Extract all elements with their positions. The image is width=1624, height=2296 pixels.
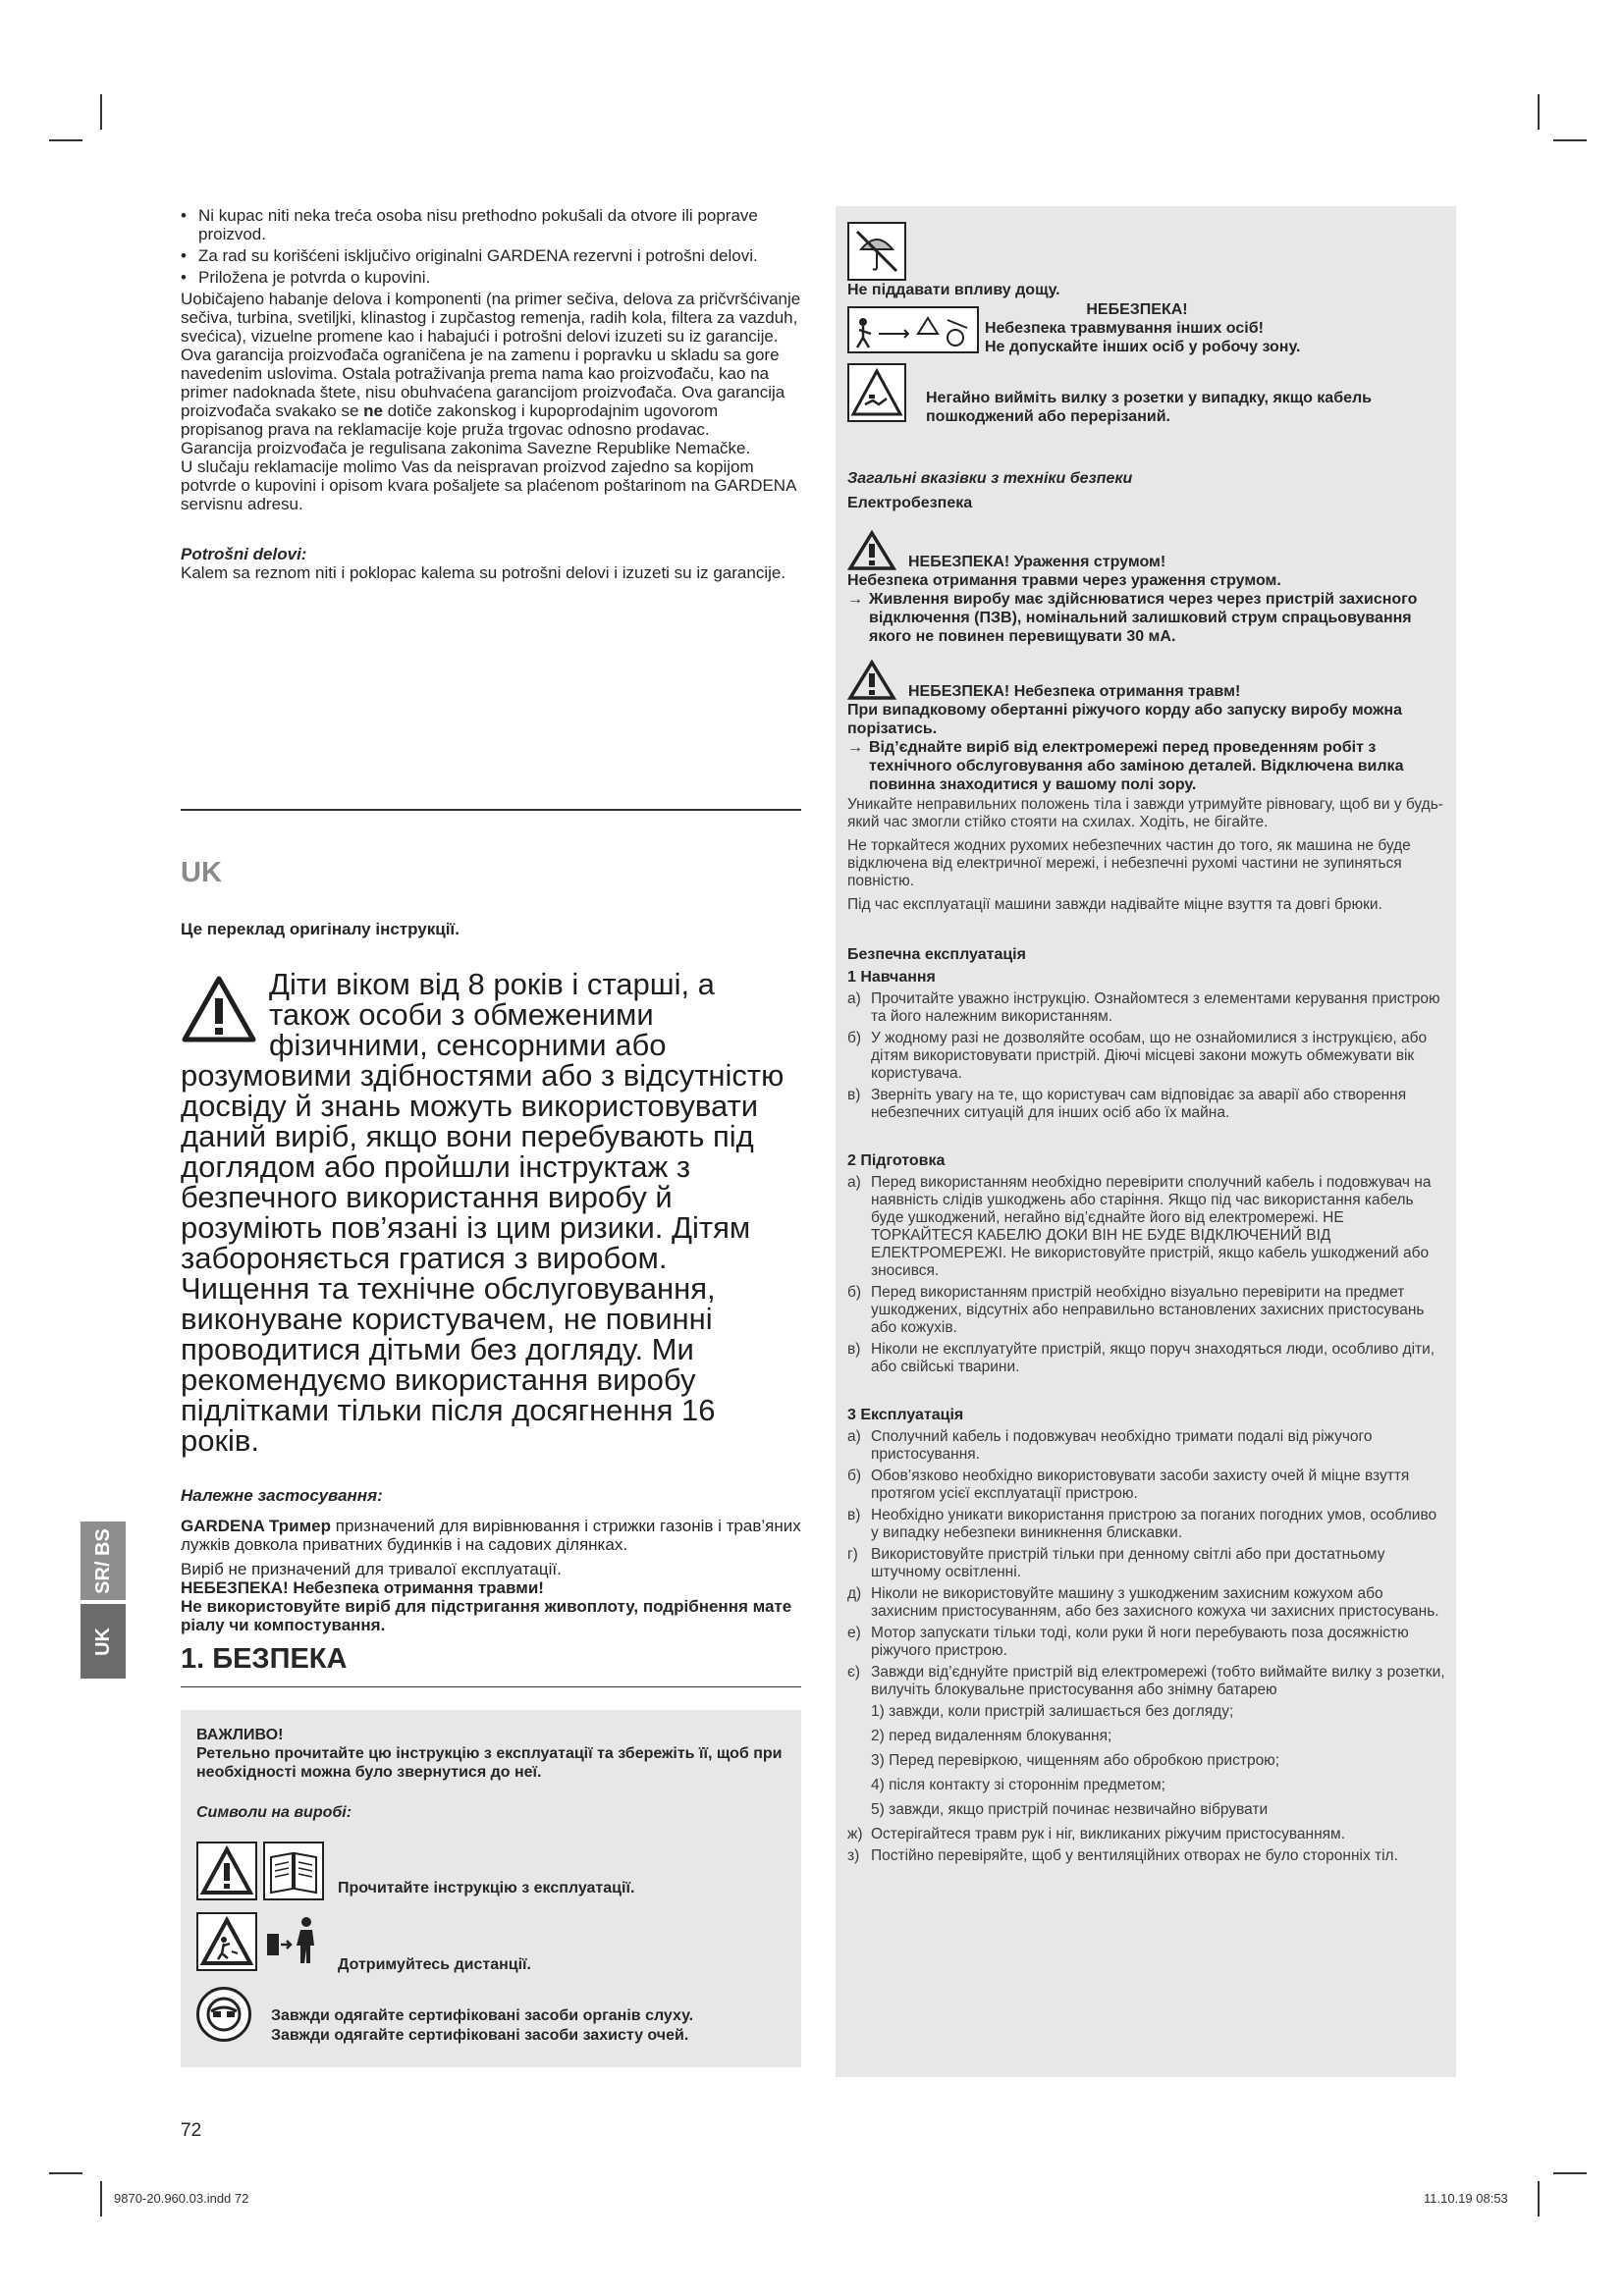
- list-item-key: б): [847, 1284, 862, 1301]
- proper-use-title: Належне застосування:: [181, 1486, 383, 1505]
- warning-icon: [181, 975, 257, 1043]
- rain-symbol: [847, 222, 906, 281]
- tab-uk[interactable]: UK: [81, 1604, 126, 1679]
- list-item-key: г): [847, 1546, 858, 1563]
- important-label: ВАЖЛИВО!: [196, 1727, 284, 1743]
- manual-symbol: [263, 1842, 324, 1900]
- symbol-text: Завжди одягайте сертифіковані засоби органів слуху.: [271, 2007, 694, 2024]
- list-item-text: Зверніть увагу на те, що користувач сам відповідає за аварії або створення небезпечних ситуацій для інших осіб або їх майна.: [871, 1087, 1407, 1121]
- operation-list-tail: [847, 1826, 1446, 1865]
- list-item-text: Використовуйте пристрій тільки при денному світлі або при достатньому штучному освітленні.: [871, 1546, 1385, 1580]
- operation-list: [847, 1428, 1446, 1699]
- list-item: [847, 1507, 1446, 1542]
- crop-mark: [1553, 139, 1587, 141]
- warranty-paragraph: Ova garancija proizvođača ograničena je na zamenu i popravku u skladu sa gore navedenim uslovima. Ostala potraživanja prema nama kao proizvođaču, kao na primer nadoknada štete, nisu obuhvaćena garancijom proizvođača. Ova garancija proizvođača svakako se ne dotiče zakonskog i kupoprodajnim ugovorom propisanog prava na reklamacije koje pruža trgovac odnosno prodavac.: [181, 346, 785, 439]
- list-item-text: Мотор запускати тільки тоді, коли руки й ноги перебувають поза досяжністю ріжучого пристрою.: [871, 1625, 1409, 1659]
- list-item: [847, 1468, 1446, 1503]
- important-box: [181, 1710, 801, 2067]
- crop-mark: [1538, 2181, 1540, 2216]
- list-item-text: Сполучний кабель і подовжувач необхідно тримати подалі від ріжучого пристосування.: [871, 1428, 1373, 1463]
- danger-line: НЕБЕЗПЕКА! Небезпека отримання травми!: [181, 1578, 544, 1597]
- danger-others-text: Не допускайте інших осіб у робочу зону.: [985, 339, 1301, 355]
- footer-file: 9870-20.960.03.indd 72: [114, 2191, 249, 2206]
- no-rain-icon: [849, 224, 904, 279]
- injury-sub: При випадковому обертанні ріжучого корду або запуску виробу можна порізатись.: [847, 702, 1402, 737]
- section-title: 1. БЕЗПЕКА: [181, 1643, 348, 1675]
- list-item-key: ж): [847, 1826, 863, 1842]
- list-item: [847, 990, 1446, 1026]
- bystander-icon: [849, 308, 977, 351]
- page-number: 72: [181, 2120, 202, 2141]
- safety-box: [836, 206, 1456, 2077]
- subsection-title: 2 Підготовка: [847, 1152, 946, 1169]
- list-item-key: в): [847, 1341, 861, 1358]
- list-item-text: Завжди від’єднуйте пристрій від електромережі (тобто виймайте вилку з розетки, вилучіть блокувальне пристосування або знімну батарею: [871, 1664, 1445, 1698]
- left-column: [181, 206, 801, 582]
- claim-paragraph: U slučaju reklamacije molimo Vas da neispravan proizvod zajedno sa kopijom potvrde o kupovini i opisom kvara pošaljete sa plaćenom poštarinom na GARDENA servisnu adresu.: [181, 457, 796, 513]
- body-paragraph: Під час експлуатації машини завжди надівайте міцне взуття та довгі брюки.: [847, 896, 1382, 913]
- hazard-icon: [198, 1914, 255, 1969]
- list-item-key: з): [847, 1847, 860, 1864]
- bullet-item: • Za rad su korišćeni isključivo originalni GARDENA rezervni i potrošni delovi.: [181, 246, 801, 265]
- body-paragraph: Уникайте неправильних положень тіла і завжди утримуйте рівновагу, щоб ви у будь-який час змогли стійко стояти на схилах. Ходіть, не бігайте.: [847, 796, 1443, 830]
- keep-distance-symbol: [847, 306, 979, 353]
- list-item-text: Остерігайтеся травм рук і ніг, викликаних ріжучим пристосуванням.: [871, 1826, 1346, 1842]
- symbol-text: Дотримуйтесь дистанції.: [338, 1956, 531, 1973]
- symbol-text: Завжди одягайте сертифіковані засоби захисту очей.: [271, 2027, 689, 2044]
- distance-icon: [263, 1912, 320, 1967]
- warning-icon: [847, 530, 896, 571]
- crop-mark: [1553, 2172, 1587, 2174]
- list-item: [847, 1284, 1446, 1337]
- unplug-text: Негайно вийміть вилку з розетки у випадку, якщо кабель пошкоджений або перерізаний.: [926, 390, 1372, 425]
- ear-eye-protection-symbol: [196, 1987, 251, 2042]
- list-item-key: е): [847, 1625, 861, 1641]
- list-item: [847, 1087, 1446, 1122]
- list-item-key: в): [847, 1507, 861, 1523]
- footer-date: 11.10.19 08:53: [1424, 2191, 1508, 2206]
- law-paragraph: Garancija proizvođača je regulisana zakonima Savezne Republike Nemačke.: [181, 439, 751, 457]
- electro-title: Електробезпека: [847, 495, 973, 511]
- warning-symbol: [196, 1842, 257, 1900]
- list-item: [847, 1664, 1446, 1699]
- danger-others-text: Небезпека травмування інших осіб!: [985, 320, 1264, 337]
- electric-hazard-icon: [849, 365, 904, 420]
- danger-text: Не використовуйте виріб для підстригання живоплоту, подрібнення мате ріалу чи компостування.: [181, 1597, 792, 1634]
- not-intended-text: Виріб не призначений для тривалої експлуатації.: [181, 1560, 562, 1578]
- list-item-text: Постійно перевіряйте, щоб у вентиляційних отворах не було сторонніх тіл.: [871, 1847, 1398, 1864]
- symbol-text: Прочитайте інструкцію з експлуатації.: [338, 1880, 635, 1896]
- crop-mark: [49, 139, 82, 141]
- list-item-key: а): [847, 990, 861, 1007]
- subsection-title: 1 Навчання: [847, 969, 936, 986]
- list-item: [847, 1625, 1446, 1660]
- list-item: [847, 1174, 1446, 1280]
- list-item-key: а): [847, 1428, 861, 1445]
- list-item: [847, 1341, 1446, 1376]
- list-item-key: є): [847, 1664, 861, 1681]
- injury-arrow-text: Від’єднайте виріб від електромережі перед проведенням робіт з технічного обслуговування або заміною деталей. Відключена вилка повинна знаходитися у вашому полі зору.: [869, 739, 1404, 793]
- section-divider: [181, 809, 801, 811]
- arrow-icon: →: [847, 739, 863, 756]
- injury-head: НЕБЕЗПЕКА! Небезпека отримання травм!: [908, 683, 1241, 700]
- list-item-text: Ніколи не експлуатуйте пристрій, якщо поруч знаходяться люди, особливо діти, або свійські тварини.: [871, 1341, 1435, 1375]
- subsection-title: 3 Експлуатація: [847, 1407, 964, 1423]
- crop-mark: [100, 2181, 102, 2216]
- sublist-item: 5) завжди, якщо пристрій починає незвичайно вібрувати: [871, 1801, 1269, 1818]
- list-item: [847, 1030, 1446, 1083]
- consumables-title: Potrošni delovi:: [181, 545, 307, 563]
- shock-sub: Небезпека отримання травми через ураження струмом.: [847, 572, 1281, 589]
- language-heading: UK: [181, 857, 222, 888]
- list-item-text: Обов’язково необхідно використовувати засоби захисту очей й міцне взуття протягом усієї експлуатації пристрою.: [871, 1468, 1410, 1502]
- list-item-key: д): [847, 1585, 862, 1602]
- shock-arrow-text: Живлення виробу має здійснюватися через через пристрій захисного відключення (ПЗВ), номінальний залишковий струм спрацьовування якого не повинен перевищувати 30 мА.: [869, 591, 1418, 645]
- distance-symbol: [263, 1912, 324, 1971]
- warning-icon: [847, 660, 896, 701]
- list-item-text: Перед використанням пристрій необхідно візуально перевірити на предмет ушкоджених, відсутніх або неправильно встановлених захисних пристосувань або кожухів.: [871, 1284, 1425, 1336]
- translation-note: Це переклад оригіналу інструкції.: [181, 920, 460, 938]
- protection-icon: [199, 1990, 248, 2039]
- important-text: Ретельно прочитайте цю інструкцію з експлуатації та збережіть її, щоб при необхідності можна було звернутися до неї.: [196, 1745, 783, 1781]
- training-list: [847, 990, 1446, 1122]
- symbols-title: Символи на виробі:: [196, 1804, 352, 1821]
- shock-head: НЕБЕЗПЕКА! Ураження струмом!: [908, 554, 1166, 570]
- list-item-text: Необхідно уникати використання пристрою за поганих погодних умов, особливо у випадку небезпеки виникнення блискавки.: [871, 1507, 1437, 1541]
- section-divider: [181, 1686, 801, 1687]
- safe-op-title: Безпечна експлуатація: [847, 946, 1026, 963]
- consumables-text: Kalem sa reznom niti i poklopac kalema su potrošni delovi i izuzeti su iz garancije.: [181, 563, 786, 582]
- list-item-text: Перед використанням необхідно перевірити сполучний кабель і подовжувач на наявність слідів ушкоджень або старіння. Якщо під час використання кабель буде ушкоджений, негайно від’єднайте його від електромережі. НЕ ТОРКАЙТЕСЯ КАБЕЛЮ ДОКИ ВІН НЕ БУДЕ ВІДКЛЮЧЕНИЙ ВІД ЕЛЕКТРОМЕРЕЖІ. Не використовуйте пристрій, якщо кабель ушкоджений або зносився.: [871, 1174, 1432, 1279]
- flying-objects-symbol: [196, 1912, 257, 1971]
- list-item-key: а): [847, 1174, 861, 1191]
- uk-intro: [181, 920, 801, 1634]
- list-item: [847, 1847, 1446, 1865]
- rain-text: Не піддавати впливу дощу.: [847, 282, 1060, 298]
- list-item: [847, 1428, 1446, 1464]
- list-item: [847, 1546, 1446, 1581]
- bullet-item: • Priložena je potvrda o kupovini.: [181, 268, 801, 287]
- bullet-item: • Ni kupac niti neka treća osoba nisu prethodno pokušali da otvore ili poprave proizvod.: [181, 206, 801, 243]
- general-title: Загальні вказівки з техніки безпеки: [847, 470, 1133, 487]
- list-item: [847, 1826, 1446, 1843]
- danger-head: НЕБЕЗПЕКА!: [1086, 301, 1188, 318]
- sublist-item: 2) перед видаленням блокування;: [871, 1728, 1112, 1744]
- arrow-icon: →: [847, 591, 863, 608]
- list-item-text: У жодному разі не дозволяйте особам, що не ознайомилися з інструкцією, або дітям використовувати пристрій. Діючі місцеві закони можуть обмежувати вік користувача.: [871, 1030, 1428, 1082]
- children-warning-block: [181, 969, 801, 1456]
- list-item-text: Ніколи не використовуйте машину з ушкодженим захисним кожухом або захисним пристосуванням, або без захисного кожуха чи захисних пристосувань.: [871, 1585, 1439, 1620]
- list-item-key: б): [847, 1468, 862, 1484]
- sublist-item: 4) після контакту зі стороннім предметом;: [871, 1777, 1165, 1793]
- warning-icon: [198, 1843, 255, 1898]
- unplug-symbol: [847, 363, 906, 422]
- book-icon: [265, 1843, 322, 1898]
- proper-use-text: GARDENA Тример призначений для вирівнювання і стрижки газонів і трав’яних лужків довкола приватних будинків і на садових ділянках.: [181, 1517, 801, 1554]
- wear-paragraph: Uobičajeno habanje delova i komponenti (na primer sečiva, delova za pričvršćivanje sečiva, turbina, svetiljki, klinastog i zupčastog remenja, radih kola, filtera za vazduh, svećica), vizuelne promene kao i habajući i potrošni delovi izuzeti su iz garancije.: [181, 290, 801, 346]
- list-item-key: в): [847, 1087, 861, 1103]
- list-item-key: б): [847, 1030, 862, 1046]
- crop-mark: [49, 2172, 82, 2174]
- list-item: [847, 1585, 1446, 1621]
- children-warning-text: Діти віком від 8 років і старші, а також особи з обмеженими фізичними, сенсорними або розумовими здібностями або з відсутністю досвіду й знань можуть використовувати даний виріб, якщо вони перебувають під доглядом або пройшли інструктаж з безпечного використання виробу й розуміють пов’язані із цим ризики. Дітям забороняється гратися з виробом. Чищення та технічне обслуговування, виконуване користувачем, не повинні проводитися дітьми без догляду. Ми рекомендуємо використання виробу підлітками тільки після досягнення 16 років.: [181, 967, 785, 1458]
- crop-mark: [100, 94, 102, 130]
- body-paragraph: Не торкайтеся жодних рухомих небезпечних частин до того, як машина не буде відключена від електричної мережі, і небезпечні рухомі частини не зупиняться повністю.: [847, 837, 1411, 889]
- operation-sublist: [847, 1703, 1446, 1819]
- tab-sr-bs[interactable]: SR/ BS: [81, 1522, 126, 1600]
- preparation-list: [847, 1174, 1446, 1376]
- sublist-item: 1) завжди, коли пристрій залишається без догляду;: [871, 1703, 1234, 1720]
- list-item-text: Прочитайте уважно інструкцію. Ознайомтеся з елементами керування пристрою та його належним використанням.: [871, 990, 1440, 1025]
- crop-mark: [1538, 94, 1540, 130]
- sublist-item: 3) Перед перевіркою, чищенням або обробкою пристрою;: [871, 1752, 1280, 1769]
